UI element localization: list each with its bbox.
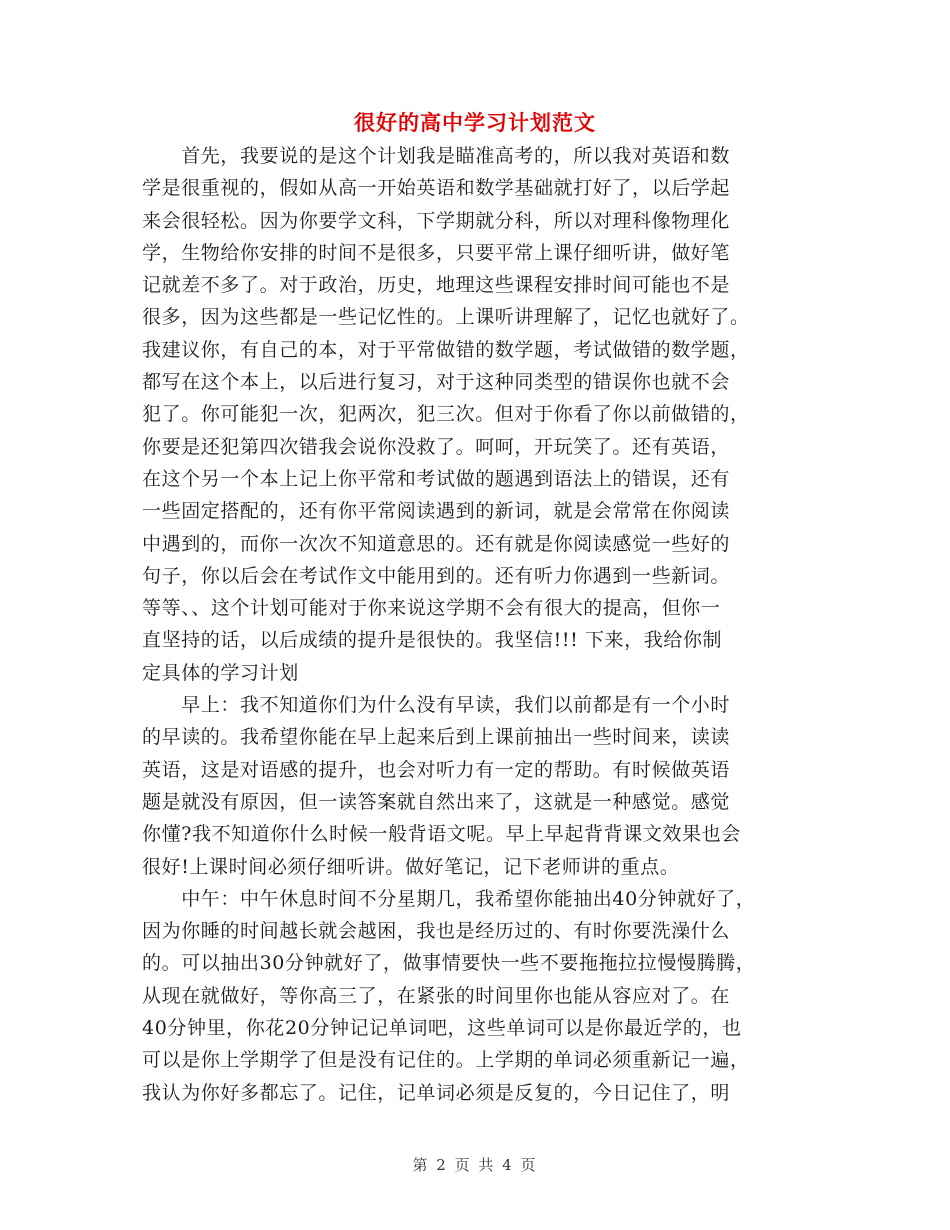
- text-line: 你要是还犯第四次错我会说你没救了。呵呵，开玩笑了。还有英语，: [142, 435, 731, 458]
- text-line: 的早读的。我希望你能在早上起来后到上课前抽出一些时间来，读读: [142, 726, 731, 749]
- text-line: 首先，我要说的是这个计划我是瞄准高考的，所以我对英语和数: [142, 145, 731, 167]
- text-line: 句子，你以后会在考试作文中能用到的。还有听力你遇到一些新词。: [142, 564, 731, 587]
- text-line: 你懂?我不知道你什么时候一般背语文呢。早上早起背背课文效果也会: [142, 823, 741, 846]
- text-line: 早上：我不知道你们为什么没有早读，我们以前都是有一个小时: [142, 694, 731, 717]
- text-line: 很好!上课时间必须仔细听讲。做好笔记，记下老师讲的重点。: [142, 855, 680, 878]
- text-line: 学，生物给你安排的时间不是很多，只要平常上课仔细听讲，做好笔: [142, 241, 731, 264]
- text-line: 学是很重视的，假如从高一开始英语和数学基础就打好了，以后学起: [142, 177, 731, 200]
- text-line: 的。可以抽出30分钟就好了，做事情要快一些不要拖拖拉拉慢慢腾腾，: [142, 952, 756, 975]
- document-body: [142, 140, 822, 1109]
- text-line: 因为你睡的时间越长就会越困，我也是经历过的、有时你要洗澡什么: [142, 920, 731, 943]
- text-line: 犯了。你可能犯一次，犯两次，犯三次。但对于你看了你以前做错的，: [142, 403, 750, 426]
- text-line: 可以是你上学期学了但是没有记住的。上学期的单词必须重新记一遍，: [142, 1049, 750, 1072]
- text-line: 我建议你，有自己的本，对于平常做错的数学题，考试做错的数学题，: [142, 338, 750, 361]
- text-line: 很多，因为这些都是一些记忆性的。上课听讲理解了，记忆也就好了。: [142, 306, 750, 329]
- text-line: 从现在就做好，等你高三了，在紧张的时间里你也能从容应对了。在: [142, 984, 731, 1007]
- text-line: 我认为你好多都忘了。记住，记单词必须是反复的，今日记住了，明: [142, 1081, 731, 1104]
- text-line: 定具体的学习计划: [142, 661, 299, 684]
- text-line: 直坚持的话，以后成绩的提升是很快的。我坚信!!! 下来，我给你制: [142, 629, 723, 652]
- text-line: 中遇到的，而你一次次不知道意思的。还有就是你阅读感觉一些好的: [142, 532, 731, 555]
- text-line: 40分钟里，你花20分钟记记单词吧，这些单词可以是你最近学的，也: [142, 1017, 742, 1040]
- text-line: 来会很轻松。因为你要学文科，下学期就分科，所以对理科像物理化: [142, 209, 731, 232]
- text-line: 等等、、这个计划可能对于你来说这学期不会有很大的提高，但你一: [142, 597, 721, 620]
- text-line: 记就差不多了。对于政治，历史，地理这些课程安排时间可能也不是: [142, 274, 731, 297]
- text-line: 都写在这个本上，以后进行复习，对于这种同类型的错误你也就不会: [142, 371, 731, 394]
- text-line: 一些固定搭配的，还有你平常阅读遇到的新词，就是会常常在你阅读: [142, 500, 731, 523]
- document-title: 很好的高中学习计划范文: [354, 111, 596, 135]
- text-line: 在这个另一个本上记上你平常和考试做的题遇到语法上的错误，还有: [142, 467, 731, 490]
- text-line: 中午：中午休息时间不分星期几，我希望你能抽出40分钟就好了，: [142, 887, 756, 910]
- page-number-footer: 第 2 页 共 4 页: [412, 1156, 538, 1174]
- text-line: 题是就没有原因，但一读答案就自然出来了，这就是一种感觉。感觉: [142, 790, 731, 813]
- text-line: 英语，这是对语感的提升，也会对听力有一定的帮助。有时候做英语: [142, 758, 731, 781]
